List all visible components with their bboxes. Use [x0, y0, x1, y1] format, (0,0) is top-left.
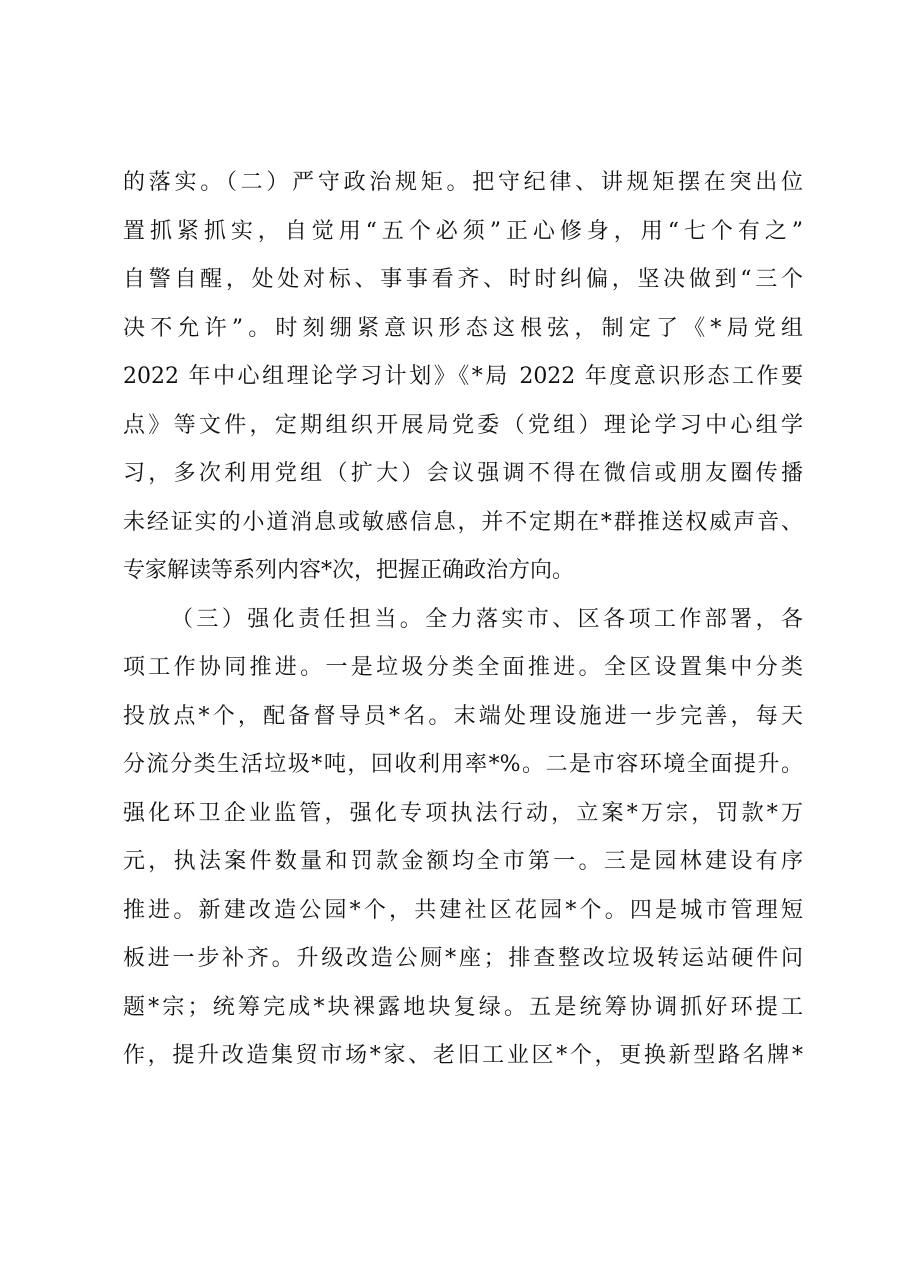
text-line: 习，多次利用党组（扩大）会议强调不得在微信或朋友圈传播 [123, 461, 803, 486]
text-line: 题*宗；统筹完成*块裸露地块复绿。五是统筹协调抓好环提工 [123, 994, 803, 1020]
text-line: 板进一步补齐。升级改造公厕*座；排查整改垃圾转运站硬件问 [123, 946, 803, 971]
text-line: 项工作协同推进。一是垃圾分类全面推进。全区设置集中分类 [123, 655, 803, 680]
text-line: 点》等文件，定期组织开展局党委（党组）理论学习中心组学 [123, 412, 803, 438]
paragraph-start-line: （三）强化责任担当。全力落实市、区各项工作部署，各 [171, 606, 803, 632]
text-line: 分流分类生活垃圾*吨，回收利用率*%。二是市容环境全面提升。 [123, 752, 803, 777]
text-line: 置抓紧抓实，自觉用“五个必须”正心修身，用“七个有之” [123, 218, 803, 244]
text-line: 推进。新建改造公园*个，共建社区花园*个。四是城市管理短 [123, 897, 803, 923]
document-body [123, 159, 803, 1081]
text-line: 投放点*个，配备督导员*名。末端处理设施进一步完善，每天 [123, 703, 803, 729]
text-line: 专家解读等系列内容*次，把握正确政治方向。 [123, 558, 575, 583]
text-line: 作，提升改造集贸市场*家、老旧工业区*个，更换新型路名牌* [123, 1043, 803, 1068]
text-line: 自警自醒，处处对标、事事看齐、时时纠偏，坚决做到“三个 [123, 267, 803, 292]
text-line: 未经证实的小道消息或敏感信息，并不定期在*群推送权威声音、 [123, 509, 803, 535]
text-line: 元，执法案件数量和罚款金额均全市第一。三是园林建设有序 [123, 849, 803, 874]
text-line: 的落实。（二）严守政治规矩。把守纪律、讲规矩摆在突出位 [123, 170, 803, 195]
text-line: 强化环卫企业监管，强化专项执法行动，立案*万宗，罚款*万 [123, 800, 803, 826]
text-line: 决不允许”。时刻绷紧意识形态这根弦，制定了《*局党组 [123, 315, 803, 341]
text-line: 2022 年中心组理论学习计划》《*局 2022 年度意识形态工作要 [123, 364, 803, 389]
